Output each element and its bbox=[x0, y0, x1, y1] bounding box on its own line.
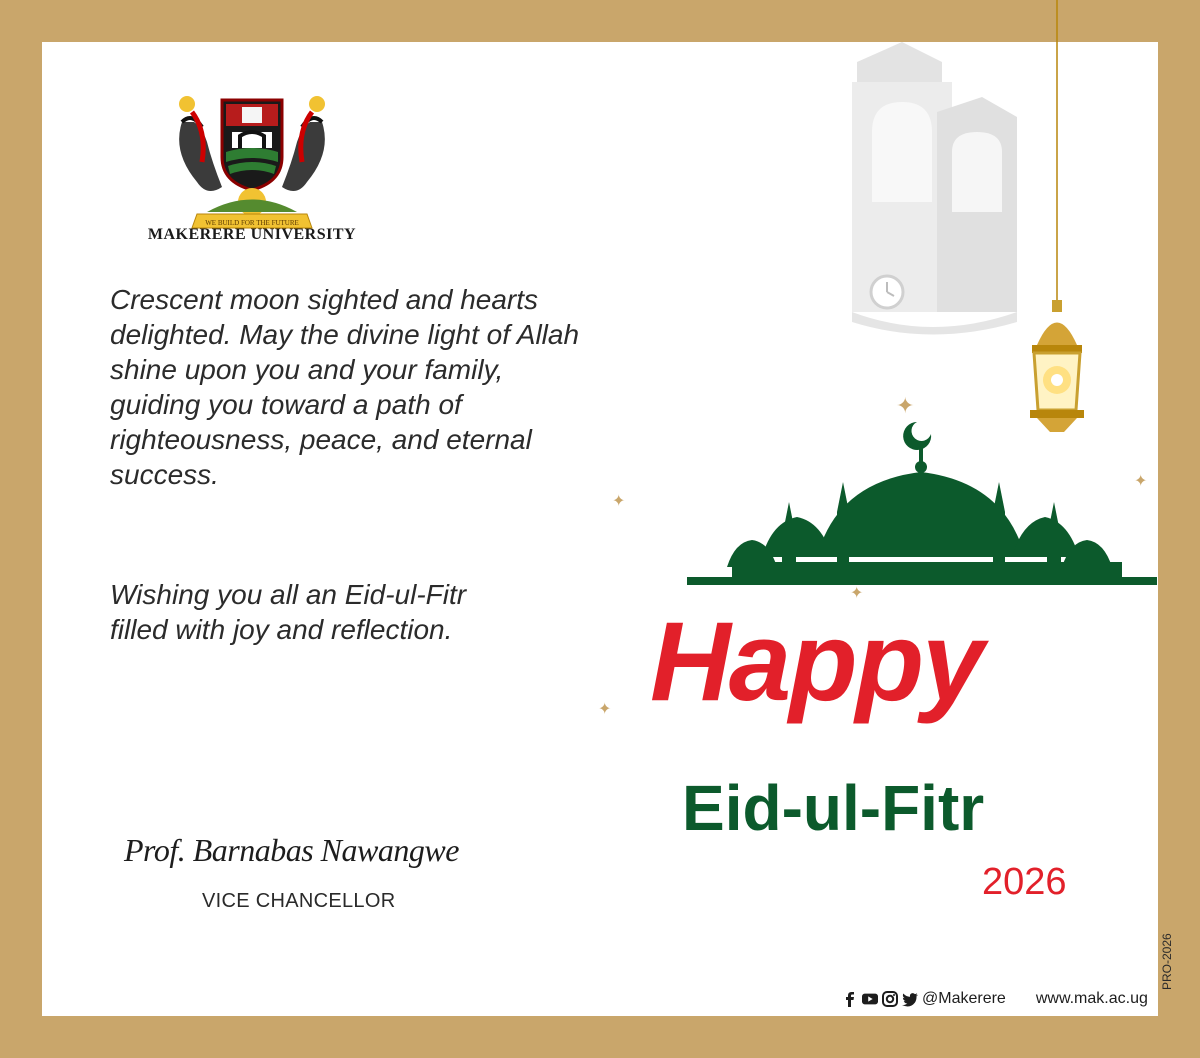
youtube-icon[interactable] bbox=[862, 991, 878, 1007]
eid-heading: Eid-ul-Fitr bbox=[682, 772, 985, 844]
message-line: Crescent moon sighted and hearts bbox=[110, 284, 539, 315]
website-link[interactable]: www.mak.ac.ug bbox=[1035, 990, 1148, 1007]
greeting-card bbox=[42, 42, 1158, 1016]
sparkle-icon: ✦ bbox=[612, 493, 626, 510]
year-label: 2026 bbox=[982, 861, 1067, 903]
signature-name: Prof. Barnabas Nawangwe bbox=[124, 832, 459, 868]
facebook-icon[interactable] bbox=[842, 991, 858, 1007]
wish-line: filled with joy and reflection. bbox=[110, 614, 453, 645]
message-line: righteousness, peace, and eternal bbox=[110, 424, 532, 455]
sparkle-icon: ✦ bbox=[850, 585, 864, 602]
crest-motto: WE BUILD FOR THE FUTURE bbox=[205, 219, 299, 227]
message-line: delighted. May the divine light of Allah bbox=[110, 319, 580, 350]
pro-code: PRO-2026 bbox=[1160, 933, 1174, 990]
instagram-icon[interactable] bbox=[882, 991, 898, 1007]
makerere-crest-logo bbox=[152, 82, 352, 232]
message-line: guiding you toward a path of bbox=[110, 389, 462, 420]
wish-line: Wishing you all an Eid-ul-Fitr bbox=[110, 579, 467, 610]
happy-heading: Happy bbox=[650, 599, 983, 724]
university-name: MAKERERE UNIVERSITY bbox=[147, 226, 357, 243]
sparkle-icon: ✦ bbox=[1134, 473, 1148, 490]
message-line: shine upon you and your family, bbox=[110, 354, 504, 385]
mosque-silhouette bbox=[687, 382, 1157, 587]
sparkle-icon: ✦ bbox=[896, 393, 915, 418]
signatory-title: VICE CHANCELLOR bbox=[202, 890, 396, 912]
greeting-message bbox=[110, 282, 630, 492]
wish-message bbox=[110, 577, 590, 647]
sparkle-icon: ✦ bbox=[598, 701, 612, 718]
twitter-icon[interactable] bbox=[902, 991, 918, 1007]
message-line: success. bbox=[110, 459, 219, 490]
footer-contacts bbox=[842, 990, 1148, 1008]
social-handle[interactable]: @Makerere bbox=[922, 990, 1006, 1007]
